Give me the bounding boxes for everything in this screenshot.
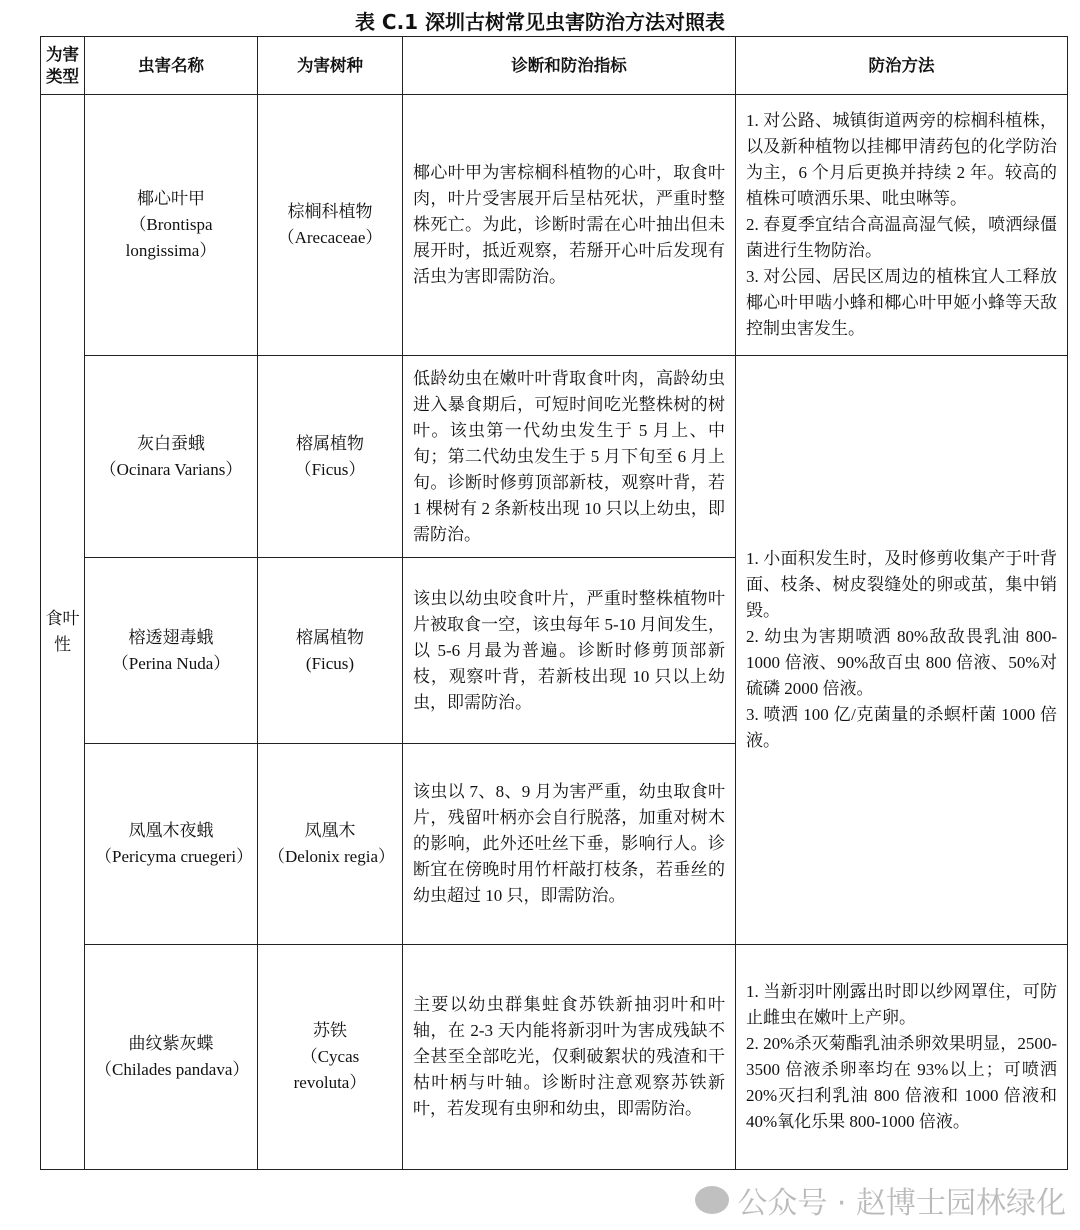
pest-control-table xyxy=(40,36,1068,1170)
method-item: 2. 20%杀灭菊酯乳油杀卵效果明显，2500-3500 倍液杀卵率均在 93%以上；可喷洒 20%灭扫利乳油 800 倍液和 1000 倍液和 40%氧化乐果 800-1000 倍液。 xyxy=(746,1034,1057,1131)
tree-name: 苏铁 xyxy=(313,1021,347,1040)
wechat-icon xyxy=(695,1186,729,1214)
method-item: 3. 喷洒 100 亿/克菌量的杀螟杆菌 1000 倍液。 xyxy=(746,705,1057,750)
tree-name: 榕属植物 xyxy=(296,627,364,647)
pest-latin: （Perina Nuda） xyxy=(111,653,231,673)
diagnosis-cell: 椰心叶甲为害棕榈科植物的心叶，取食叶肉，叶片受害展开后呈枯死状，严重时整株死亡。为此，诊断时需在心叶抽出但未展开时，抵近观察，若掰开心叶后发现有活虫为害即需防治。 xyxy=(403,95,736,356)
tree-cell xyxy=(258,558,403,744)
tree-cell xyxy=(258,356,403,558)
method-item: 1. 当新羽叶刚露出时即以纱网罩住，可防止雌虫在嫩叶上产卵。 xyxy=(746,982,1057,1027)
method-cell xyxy=(736,356,1068,945)
pest-cell xyxy=(85,744,258,945)
pest-cell xyxy=(85,945,258,1170)
diagnosis-cell: 主要以幼虫群集蛀食苏铁新抽羽叶和叶轴，在 2-3 天内能将新羽叶为害成残缺不全甚至全部吃光，仅剩破絮状的残渣和干枯叶柄与叶轴。诊断时注意观察苏铁新叶，若发现有虫卵和幼虫，即需防治。 xyxy=(403,945,736,1170)
diagnosis-cell: 低龄幼虫在嫩叶叶背取食叶肉，高龄幼虫进入暴食期后，可短时间吃光整株树的树叶。该虫第一代幼虫发生于 5 月上、中旬；第二代幼虫发生于 5 月下旬至 6 月上旬。诊断时修剪顶部新枝，观察叶背，若 1 棵树有 2 条新枝出现 10 只以上幼虫，即需防治。 xyxy=(403,356,736,558)
watermark-text: 公众号 · 赵博士园林绿化 xyxy=(737,1186,1066,1221)
pest-latin: （Brontispa longissima） xyxy=(125,215,217,260)
tree-latin: （Cycas revoluta） xyxy=(293,1047,367,1092)
method-item: 3. 对公园、居民区周边的植株宜人工释放椰心叶甲啮小蜂和椰心叶甲姬小蜂等天敌控制虫害发生。 xyxy=(746,267,1057,338)
diagnosis-cell: 该虫以 7、8、9 月为害严重，幼虫取食叶片，残留叶柄亦会自行脱落，加重对树木的影响，此外还吐丝下垂，影响行人。诊断宜在傍晚时用竹杆敲打枝条，若垂丝的幼虫超过 10 只，即需防治。 xyxy=(403,744,736,945)
pest-name: 榕透翅毒蛾 xyxy=(128,627,214,647)
pest-latin: （Ocinara Varians） xyxy=(99,459,243,479)
header-tree: 为害树种 xyxy=(258,37,403,95)
method-item: 2. 幼虫为害期喷洒 80%敌敌畏乳油 800-1000 倍液、90%敌百虫 800 倍液、50%对硫磷 2000 倍液。 xyxy=(746,627,1057,698)
tree-latin: （Delonix regia） xyxy=(268,847,395,866)
tree-latin: (Ficus) xyxy=(305,653,355,673)
diagnosis-cell: 该虫以幼虫咬食叶片，严重时整株植物叶片被取食一空，该虫每年 5-10 月间发生，以 5-6 月最为普遍。诊断时修剪顶部新枝，观察叶背，若新枝出现 10 只以上幼虫，即需防治。 xyxy=(403,558,736,744)
pest-name: 灰白蚕蛾 xyxy=(137,433,205,453)
pest-latin: （Chilades pandava） xyxy=(95,1060,250,1079)
pest-name: 凤凰木夜蛾 xyxy=(128,821,214,840)
tree-name: 凤凰木 xyxy=(304,821,356,840)
method-cell xyxy=(736,945,1068,1170)
method-item: 2. 春夏季宜结合高温高湿气候，喷洒绿僵菌进行生物防治。 xyxy=(746,215,1057,260)
tree-cell xyxy=(258,744,403,945)
pest-cell xyxy=(85,356,258,558)
tree-cell xyxy=(258,95,403,356)
watermark xyxy=(0,1178,1066,1222)
pest-latin: （Pericyma cruegeri） xyxy=(95,847,254,866)
tree-latin: （Ficus） xyxy=(294,459,366,479)
tree-cell xyxy=(258,945,403,1170)
header-diagnosis: 诊断和防治指标 xyxy=(403,37,736,95)
header-pest: 虫害名称 xyxy=(85,37,258,95)
pest-name: 椰心叶甲 xyxy=(137,189,205,208)
tree-name: 棕榈科植物 xyxy=(287,202,373,221)
category-cell: 食叶性 xyxy=(41,95,85,1170)
table-row xyxy=(41,95,1068,356)
pest-cell xyxy=(85,95,258,356)
table-row xyxy=(41,945,1068,1170)
header-type: 为害类型 xyxy=(41,37,85,95)
header-method: 防治方法 xyxy=(736,37,1068,95)
table-title: 表 C.1 深圳古树常见虫害防治方法对照表 xyxy=(354,10,726,34)
tree-name: 榕属植物 xyxy=(296,433,364,453)
method-item: 1. 对公路、城镇街道两旁的棕榈科植株，以及新种植物以挂椰甲清药包的化学防治为主，6 个月后更换并持续 2 年。较高的植株可喷洒乐果、吡虫啉等。 xyxy=(746,111,1057,208)
tree-latin: （Arecaceae） xyxy=(277,228,383,247)
method-cell xyxy=(736,95,1068,356)
method-item: 1. 小面积发生时，及时修剪收集产于叶背面、枝条、树皮裂缝处的卵或茧，集中销毁。 xyxy=(746,549,1057,620)
pest-cell xyxy=(85,558,258,744)
pest-name: 曲纹紫灰蝶 xyxy=(128,1034,214,1053)
header-row xyxy=(41,37,1068,95)
table-row xyxy=(41,356,1068,558)
